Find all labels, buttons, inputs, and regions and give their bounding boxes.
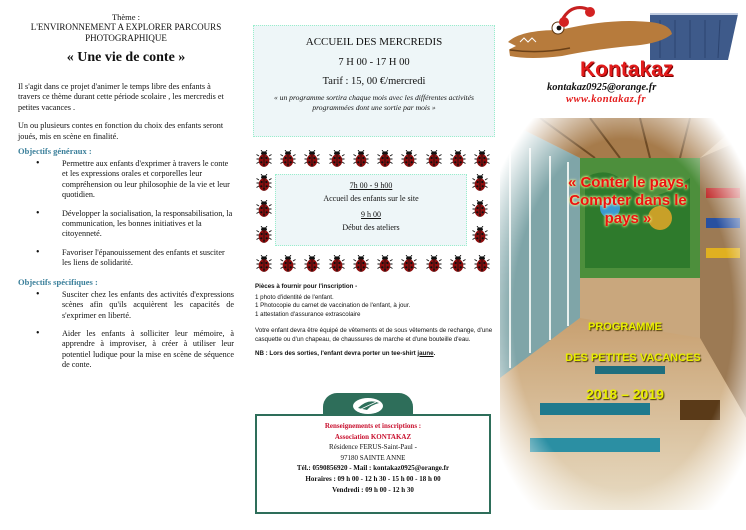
intro-paragraph-2: Un ou plusieurs contes en fonction du choix des enfants seront joués, mis en scène en finalité. xyxy=(18,121,224,141)
logo-website: www.kontakaz.fr xyxy=(566,94,647,105)
logo-name: Kontakaz xyxy=(580,58,674,81)
general-objectives-heading: Objectifs généraux : xyxy=(18,146,92,157)
schedule-box xyxy=(275,174,467,246)
piece-item: 1 photo d'identité de l'enfant. xyxy=(255,293,334,301)
ladybug-icon xyxy=(280,255,296,273)
ladybug-row-bottom xyxy=(256,255,490,273)
hours-box xyxy=(253,25,495,137)
ladybug-icon xyxy=(256,226,272,244)
theme-title: « Une vie de conte » xyxy=(66,50,186,65)
address-line-2: 97180 SAINTE ANNE xyxy=(340,453,406,462)
left-panel xyxy=(0,0,248,530)
ladybug-icon xyxy=(353,255,369,273)
list-item: • Permettre aux enfants d'exprimer à travers le conte et les expressions orales et corporelles leur compréhension ou leur philosophie de la vie et leur quotidien. xyxy=(62,159,234,201)
ladybug-icon xyxy=(450,150,466,168)
contact-heading: Renseignements et inscriptions : xyxy=(324,422,422,430)
nb-color: jaune xyxy=(417,349,434,357)
ladybug-icon xyxy=(474,150,490,168)
ladybug-icon xyxy=(256,174,272,192)
ladybug-column-left xyxy=(256,174,276,244)
opening-hours-line-2: Vendredi : 09 h 00 - 12 h 30 xyxy=(332,485,414,494)
ladybug-icon xyxy=(329,150,345,168)
piece-item: 1 Photocopie du carnet de vaccination de l'enfant, à jour. xyxy=(255,302,411,310)
ladybug-icon xyxy=(353,150,369,168)
specific-objectives-list xyxy=(18,290,234,371)
ladybug-icon xyxy=(377,150,393,168)
nb-end: . xyxy=(433,349,436,357)
ladybug-icon xyxy=(401,255,417,273)
slot-1-description: Accueil des enfants sur le site xyxy=(323,194,419,203)
ladybug-icon xyxy=(472,200,488,218)
intro-paragraph-1: Il s'agit dans ce projet d'animer le temps libre des enfants à travers ce thème durant cette période scolaire , les mercredis et petites vacances . xyxy=(18,82,224,112)
phone-mail: Tél.: 0590856920 - Mail : kontakaz0925@orange.fr xyxy=(296,464,450,473)
ladybug-row-top xyxy=(256,150,490,168)
ladybug-icon xyxy=(329,255,345,273)
clothing-note: Votre enfant devra être équipé de vêtements et de sous vêtements de rechange, d'une casquette ou d'un chapeau, de chaussures de marche et d'une bouteille d'eau. xyxy=(255,327,493,343)
slogan-line-3: pays » xyxy=(604,210,652,227)
theme-text-line-2: PHOTOGRAPHIQUE xyxy=(85,33,167,43)
theme-label: Thème : xyxy=(111,12,141,22)
address-line-1: Résidence FERUS-Saint-Paul - xyxy=(329,443,417,452)
ladybug-icon xyxy=(256,255,272,273)
ladybug-icon xyxy=(472,174,488,192)
piece-item: 1 attestation d'assurance extrascolaire xyxy=(255,310,361,318)
registration-requirements xyxy=(255,283,493,358)
slot-2-time: 9 h 00 xyxy=(361,210,381,219)
ladybug-icon xyxy=(401,150,417,168)
ladybug-icon xyxy=(426,150,442,168)
list-item: • Développer la socialisation, la responsabilisation, la communication, les bonnes initiatives et la citoyenneté. xyxy=(62,209,234,240)
ladybug-icon xyxy=(280,150,296,168)
ladybug-icon xyxy=(304,150,320,168)
general-objectives-list xyxy=(18,159,234,269)
ladybug-column-right xyxy=(472,174,492,244)
ladybug-icon xyxy=(426,255,442,273)
ladybug-icon xyxy=(474,255,490,273)
list-item: • Favoriser l'épanouissement des enfants et susciter les liens de solidarité. xyxy=(62,248,234,269)
ladybug-icon xyxy=(304,255,320,273)
petites-vacances-title: DES PETITES VACANCES xyxy=(565,352,701,364)
nb-text: NB : Lors des sorties, l'enfant devra porter un tee-shirt xyxy=(255,349,418,357)
logo-email: kontakaz0925@orange.fr xyxy=(547,82,657,93)
slot-2-description: Début des ateliers xyxy=(342,223,400,232)
programme-note: « un programme sortira chaque mois avec les différentes activités programmées dont une sortie par mois » xyxy=(273,93,474,112)
contact-box xyxy=(255,414,491,514)
list-item: • Aider les enfants à solliciter leur mémoire, à apprendre à improviser, à créer à utiliser leur potentiel ludique pour la mise en scène de séquence de conte. xyxy=(62,329,234,371)
opening-hours-line-1: Horaires : 09 h 00 - 12 h 30 - 15 h 00 - 18 h 00 xyxy=(305,474,441,483)
slot-1-time: 7h 00 - 9 h00 xyxy=(349,181,393,190)
tarif: Tarif : 15, 00 €/mercredi xyxy=(322,76,426,87)
programme-title: PROGRAMME xyxy=(588,321,662,333)
ladybug-icon xyxy=(256,150,272,168)
opening-hours: 7 H 00 - 17 H 00 xyxy=(338,57,410,68)
slogan xyxy=(510,174,746,228)
list-item: • Susciter chez les enfants des activités d'expressions scènes afin qu'ils acquièrent les capacités de s'exprimer en liberté. xyxy=(62,290,234,321)
right-panel xyxy=(500,0,746,530)
theme-text-line-1: L'ENVIRONNEMENT A EXPLORER PARCOURS xyxy=(30,22,222,32)
accueil-title: ACCUEIL DES MERCREDIS xyxy=(305,36,443,48)
slogan-line-2: Compter dans le xyxy=(569,192,687,209)
slogan-line-1: « Conter le pays, xyxy=(567,174,689,191)
pieces-heading: Pièces à fournir pour l'inscription - xyxy=(255,283,358,290)
specific-objectives-heading: Objectifs spécifiques : xyxy=(18,276,98,287)
association-name: Association KONTAKAZ xyxy=(334,432,412,441)
ladybug-icon xyxy=(472,226,488,244)
ladybug-icon xyxy=(256,200,272,218)
years: 2018 – 2019 xyxy=(586,386,664,402)
ladybug-icon xyxy=(450,255,466,273)
nb-note xyxy=(255,350,493,359)
middle-panel xyxy=(248,0,498,530)
ladybug-icon xyxy=(377,255,393,273)
